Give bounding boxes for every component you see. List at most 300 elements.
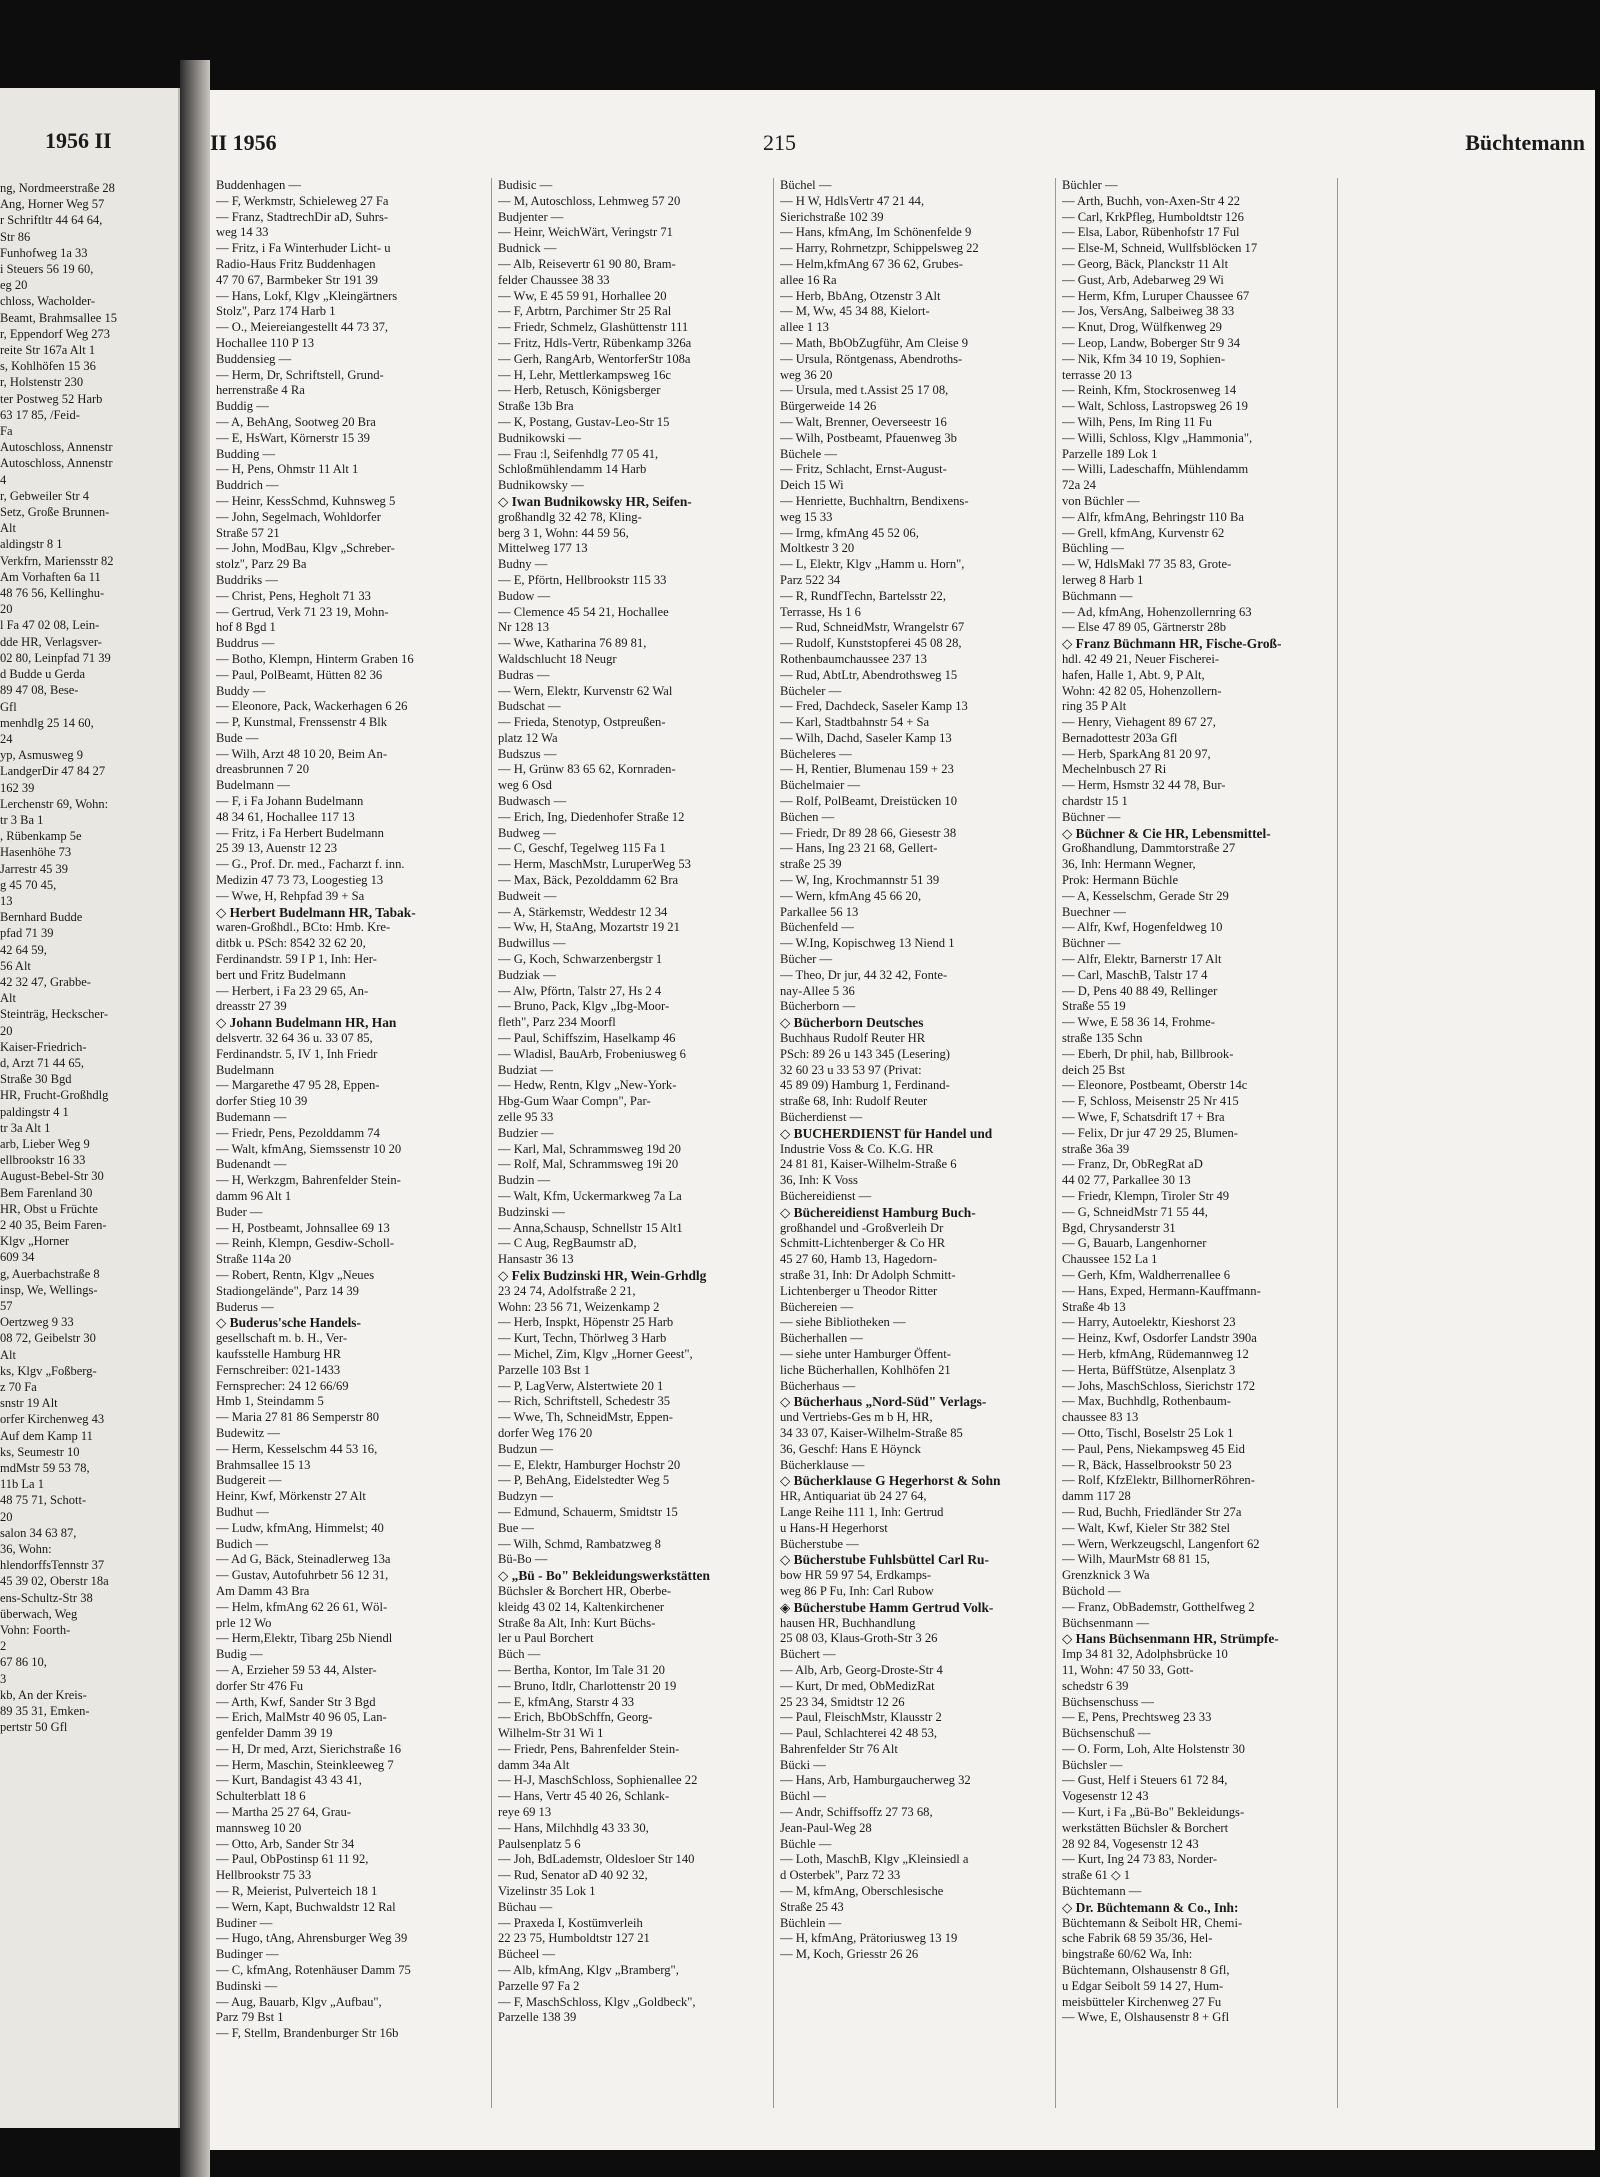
directory-entry-line: Schmitt-Lichtenberger & Co HR [780, 1236, 946, 1251]
page-volume-year: II 1956 [210, 130, 277, 155]
surname-heading: Büchner — [1062, 809, 1121, 824]
directory-entry-line: damm 96 Alt 1 [216, 1189, 292, 1203]
left-entry-line: Ang, Horner Weg 57 [0, 197, 105, 212]
directory-entry-line: — Loth, MaschB, Klgv „Kleinsiedl a [780, 1852, 969, 1867]
left-entry-line: Alt [0, 1347, 16, 1362]
directory-entry-line: dorfer Weg 176 20 [498, 1425, 593, 1440]
left-entry-line: s, Kohlhöfen 15 36 [0, 359, 96, 374]
directory-entry-line: — Leop, Landw, Boberger Str 9 34 [1062, 335, 1241, 350]
directory-entry-line: — Georg, Bäck, Planckstr 11 Alt [1062, 256, 1229, 271]
directory-entry-line: — Reinh, Klempn, Gesdiw-Scholl- [216, 1236, 395, 1251]
left-entry-line: z 70 Fa [0, 1380, 37, 1395]
surname-heading: Budinger — [216, 1947, 279, 1962]
directory-entry-line: — Gustav, Autofuhrbetr 56 12 31, [216, 1568, 389, 1583]
surname-heading: Büchsler — [1062, 1757, 1123, 1772]
directory-entry-line: — Michel, Zim, Klgv „Horner Geest", [498, 1346, 693, 1361]
left-entry-line: Setz, Große Brunnen- [0, 505, 110, 520]
directory-entry-line: allee 16 Ra [780, 272, 837, 287]
left-entry-line: g 45 70 45, [0, 877, 57, 892]
left-entry-line: tr 3 Ba 1 [0, 812, 44, 827]
directory-entry-line: — W, Ing, Krochmannstr 51 39 [780, 873, 940, 888]
left-entry-line: 20 [0, 1509, 13, 1524]
directory-entry-line: 36, Geschf: Hans E Höynck [780, 1441, 921, 1456]
left-entry-line: Hasenhöhe 73 [0, 845, 72, 860]
left-entry-line: 13 [0, 893, 13, 908]
directory-entry-line: Parzelle 138 39 [498, 2010, 577, 2025]
directory-entry-line: Brahmsallee 15 13 [216, 1457, 311, 1472]
left-entry-line: 11b La 1 [0, 1477, 44, 1492]
directory-entry-line: — K, Postang, Gustav-Leo-Str 15 [498, 414, 670, 429]
left-entry-line: 42 32 47, Grabbe- [0, 974, 91, 989]
directory-entry-line: — Erich, BbObSchffn, Georg- [498, 1710, 653, 1725]
directory-entry-line: Straße 25 43 [780, 1899, 844, 1914]
directory-entry-line: ◇ Büchereidienst Hamburg Buch- [780, 1204, 976, 1220]
surname-heading: Bücki — [780, 1757, 826, 1772]
surname-heading: Budjenter — [498, 209, 564, 224]
directory-entry-line: — Anna,Schausp, Schnellstr 15 Alt1 [498, 1220, 683, 1235]
directory-entry-line: — H W, HdlsVertr 47 21 44, [780, 193, 925, 208]
directory-entry-line: — Ww, E 45 59 91, Horhallee 20 [498, 288, 667, 303]
left-entry-line: r, Gebweiler Str 4 [0, 488, 90, 503]
surname-heading: Büch — [498, 1647, 541, 1662]
left-entry-line: Fa [0, 424, 13, 439]
surname-heading: — siehe Bibliotheken — [780, 1315, 906, 1330]
directory-entry-line: Straße 4b 13 [1062, 1299, 1126, 1314]
directory-entry-line: — M, Koch, Griesstr 26 26 [780, 1947, 919, 1962]
directory-entry-line: — A, Stärkemstr, Weddestr 12 34 [498, 904, 668, 919]
directory-entry-line: — Aug, Bauarb, Klgv „Aufbau", [216, 1994, 382, 2009]
directory-entry-line: — H, Grünw 83 65 62, Kornraden- [498, 762, 676, 777]
left-entry-line: menhdlg 25 14 60, [0, 715, 94, 730]
left-entry-line: 609 34 [0, 1250, 35, 1265]
surname-heading: Budewitz — [216, 1425, 281, 1440]
directory-column-1 [216, 178, 484, 2138]
directory-entry-line: — Reinh, Kfm, Stockrosenweg 14 [1062, 383, 1237, 398]
directory-entry-line: Bgd, Chrysanderstr 31 [1062, 1220, 1176, 1235]
directory-entry-line: — Gertrud, Verk 71 23 19, Mohn- [216, 604, 389, 619]
directory-entry-line: Rothenbaumchaussee 237 13 [780, 651, 927, 666]
surname-heading: Buddrich — [216, 478, 279, 493]
directory-entry-line: 45 27 60, Hamb 13, Hagedorn- [780, 1252, 938, 1267]
directory-entry-line: — R, Meierist, Pulverteich 18 1 [216, 1884, 378, 1899]
directory-entry-line: — Hedw, Rentn, Klgv „New-York- [498, 1078, 677, 1093]
directory-entry-line: — L, Elektr, Klgv „Hamm u. Horn", [780, 557, 965, 572]
surname-heading: Büchold — [1062, 1583, 1121, 1598]
directory-entry-line: — F, MaschSchloss, Klgv „Goldbeck", [498, 1994, 696, 2009]
directory-entry-line: — Hans, Milchhdlg 43 33 30, [498, 1820, 649, 1835]
directory-entry-line: 34 33 07, Kaiser-Wilhelm-Straße 85 [780, 1425, 963, 1440]
directory-entry-line: — H, Dr med, Arzt, Sierichstraße 16 [216, 1741, 402, 1756]
page-header [210, 130, 1595, 164]
left-entry-line: Jarrestr 45 39 [0, 861, 69, 876]
left-entry-line: Gfl [0, 699, 17, 714]
directory-entry-line: — Jos, VersAng, Salbeiweg 38 33 [1062, 304, 1235, 319]
left-entry-line: 48 76 56, Kellinghu- [0, 586, 105, 601]
directory-entry-line: ◇ Bücherhaus „Nord-Süd" Verlags- [780, 1394, 987, 1410]
directory-entry-line: Mittelweg 177 13 [498, 541, 588, 556]
surname-heading: Budnikowski — [498, 430, 581, 445]
surname-heading: Bücherdienst — [780, 1110, 863, 1125]
directory-entry-line: Hellbrookstr 75 33 [216, 1868, 312, 1883]
directory-entry-line: — Erich, MalMstr 40 96 05, Lan- [216, 1710, 387, 1725]
left-entry-line: insp, We, Wellings- [0, 1282, 98, 1297]
directory-entry-line: terrasse 20 13 [1062, 367, 1132, 382]
directory-entry-line: dreasstr 27 39 [216, 999, 287, 1014]
directory-entry-line: — Henriette, Buchhaltrn, Bendixens- [780, 493, 969, 508]
left-entry-line: ks, Seumestr 10 [0, 1444, 80, 1459]
surname-heading: Bücherhaus — [780, 1378, 856, 1393]
left-entry-line: , Rübenkamp 5e [0, 829, 82, 844]
surname-heading: Bude — [216, 730, 259, 745]
surname-heading: Budhut — [216, 1504, 269, 1519]
directory-entry-line: — Rolf, KfzElektr, BillhornerRöhren- [1062, 1473, 1255, 1488]
directory-entry-line: weg 6 Osd [498, 778, 552, 793]
directory-entry-line: und Vertriebs-Ges m b H, HR, [780, 1410, 933, 1425]
directory-entry-line: — Friedr, Dr 89 28 66, Giesestr 38 [780, 825, 957, 840]
left-entry-line: eg 20 [0, 278, 28, 293]
directory-entry-line: — Ludw, kfmAng, Himmelst; 40 [216, 1520, 384, 1535]
book-gutter [180, 60, 210, 2177]
directory-entry-line: — M, kfmAng, Oberschlesische [780, 1884, 944, 1899]
directory-entry-line: — Fritz, Schlacht, Ernst-August- [780, 462, 947, 477]
left-entry-line: Lerchenstr 69, Wohn: [0, 796, 109, 811]
directory-entry-line: — P, BehAng, Eidelstedter Weg 5 [498, 1473, 670, 1488]
left-entry-line: dde HR, Verlagsver- [0, 634, 102, 649]
directory-entry-line: Bernadottestr 203a Gfl [1062, 730, 1178, 745]
left-entry-line: hlendorffsTennstr 37 [0, 1558, 105, 1573]
directory-entry-line: — E, HsWart, Körnerstr 15 39 [216, 430, 370, 445]
surname-heading: Budinski — [216, 1978, 278, 1993]
directory-entry-line: Vogesenstr 12 43 [1062, 1789, 1149, 1804]
directory-entry-line: 25 39 13, Auenstr 12 23 [216, 841, 338, 856]
directory-entry-line: — Gust, Arb, Adebarweg 29 Wi [1062, 272, 1224, 287]
directory-entry-line: Ferdinandstr. 5, IV 1, Inh Friedr [216, 1046, 378, 1061]
directory-entry-line: — Fritz, i Fa Herbert Budelmann [216, 825, 384, 840]
left-entry-line: reite Str 167a Alt 1 [0, 343, 96, 358]
directory-entry-line: 72a 24 [1062, 478, 1096, 493]
directory-entry-line: meisbütteler Kirchenweg 27 Fu [1062, 1994, 1222, 2009]
directory-entry-line: — Arth, Buchh, von-Axen-Str 4 22 [1062, 193, 1241, 208]
directory-entry-line: Deich 15 Wi [780, 478, 844, 493]
directory-entry-line: — W.Ing, Kopischweg 13 Niend 1 [780, 936, 955, 951]
directory-entry-line: — Wilh, Dachd, Saseler Kamp 13 [780, 730, 952, 745]
directory-entry-line: Buchhaus Rudolf Reuter HR [780, 1031, 926, 1046]
surname-heading: Budzier — [498, 1125, 554, 1140]
directory-entry-line: — P, LagVerw, Alstertwiete 20 1 [498, 1378, 664, 1393]
directory-entry-line: Imp 34 81 32, Adolphsbrücke 10 [1062, 1647, 1228, 1662]
directory-entry-line: Ferdinandstr. 59 I P 1, Inh: Her- [216, 952, 377, 967]
directory-entry-line: — G., Prof. Dr. med., Facharzt f. inn. [216, 857, 405, 872]
directory-entry-line: — Hans, Vertr 45 40 26, Schlank- [498, 1789, 670, 1804]
directory-entry-line: — G, Bauarb, Langenhorner [1062, 1236, 1207, 1251]
directory-entry-line: — Helm, kfmAng 62 26 61, Wöl- [216, 1599, 388, 1614]
left-entry-line: aldingstr 8 1 [0, 537, 63, 552]
directory-entry-line: — Rudolf, Kunststopferei 45 08 28, [780, 636, 962, 651]
directory-entry-line: Fernschreiber: 021-1433 [216, 1362, 341, 1377]
directory-entry-line: straße 31, Inh: Dr Adolph Schmitt- [780, 1267, 956, 1282]
directory-entry-line: berg 3 1, Wohn: 44 59 56, [498, 525, 629, 540]
directory-entry-line: 25 23 34, Smidtstr 12 26 [780, 1694, 905, 1709]
directory-entry-line: — W, HdlsMakl 77 35 83, Grote- [1062, 557, 1232, 572]
surname-heading: Budschat — [498, 699, 561, 714]
directory-entry-line: — Irmg, kfmAng 45 52 06, [780, 525, 919, 540]
directory-entry-line: — Otto, Arb, Sander Str 34 [216, 1836, 355, 1851]
directory-entry-line: — Alw, Pförtn, Talstr 27, Hs 2 4 [498, 983, 662, 998]
directory-entry-line: dorfer Str 476 Fu [216, 1678, 304, 1693]
left-entry-line: Am Vorhaften 6a 11 [0, 569, 101, 584]
directory-entry-line: — Carl, KrkPfleg, Humboldtstr 126 [1062, 209, 1244, 224]
surname-heading: Büchert — [780, 1647, 836, 1662]
left-entry-line: Bernhard Budde [0, 910, 83, 925]
directory-entry-line: — Alb, Arb, Georg-Droste-Str 4 [780, 1662, 943, 1677]
directory-entry-line: — Walt, Kfm, Uckermarkweg 7a La [498, 1189, 682, 1203]
directory-entry-line: — Herb, Inspkt, Höpenstr 25 Harb [498, 1315, 674, 1330]
directory-entry-line: — Praxeda I, Kostümverleih [498, 1915, 643, 1930]
directory-entry-line: — F, Stellm, Brandenburger Str 16b [216, 2026, 399, 2041]
directory-entry-line: ditbk u. PSch: 8542 32 62 20, [216, 936, 366, 951]
surname-heading: Budzinski — [498, 1204, 565, 1219]
directory-entry-line: — Hans, Ing 23 21 68, Gellert- [780, 841, 938, 856]
directory-entry-line: — Friedr, Klempn, Tiroler Str 49 [1062, 1189, 1230, 1203]
directory-entry-line: — Theo, Dr jur, 44 32 42, Fonte- [780, 967, 948, 982]
directory-entry-line: — A, BehAng, Sootweg 20 Bra [216, 414, 376, 429]
directory-entry-line: — Fritz, i Fa Winterhuder Licht- u [216, 241, 391, 256]
directory-entry-line: — Friedr, Pens, Bahrenfelder Stein- [498, 1741, 680, 1756]
directory-entry-line: — P, Kunstmal, Frenssenstr 4 Blk [216, 715, 388, 730]
left-entry-line: 89 35 31, Emken- [0, 1704, 90, 1719]
left-entry-line: Auf dem Kamp 11 [0, 1428, 93, 1443]
left-entry-line: r Schriftltr 44 64 64, [0, 213, 103, 228]
directory-entry-line: 11, Wohn: 47 50 33, Gott- [1062, 1662, 1194, 1677]
directory-entry-line: — Paul, Pens, Niekampsweg 45 Eid [1062, 1441, 1245, 1456]
surname-heading: Büchen — [780, 809, 835, 824]
left-entry-line: Bem Farenland 30 [0, 1185, 93, 1200]
directory-entry-line: deich 25 Bst [1062, 1062, 1125, 1077]
surname-heading: Bücherhallen — [780, 1331, 863, 1346]
directory-entry-line: 32 60 23 u 33 53 97 (Privat: [780, 1062, 922, 1077]
directory-entry-line: — Fritz, Hdls-Vertr, Rübenkamp 326a [498, 335, 692, 350]
directory-entry-line: — Heinz, Kwf, Osdorfer Landstr 390a [1062, 1331, 1257, 1346]
directory-entry-line: Straße 8a Alt, Inh: Kurt Büchs- [498, 1615, 656, 1630]
directory-entry-line: Fernsprecher: 24 12 66/69 [216, 1378, 349, 1393]
directory-entry-line: — A, Kesselschm, Gerade Str 29 [1062, 888, 1229, 903]
directory-entry-line: — Rud, AbtLtr, Abendrothsweg 15 [780, 667, 958, 682]
surname-heading: Budemann — [216, 1110, 287, 1125]
directory-entry-line: ◇ Iwan Budnikowsky HR, Seifen- [498, 493, 692, 509]
directory-entry-line: — Gust, Helf i Steuers 61 72 84, [1062, 1773, 1228, 1788]
left-entry-line: 20 [0, 1023, 13, 1038]
directory-entry-line: — Alfr, Kwf, Hogenfeldweg 10 [1062, 920, 1223, 935]
left-entry-line: Klgv „Horner [0, 1234, 70, 1249]
directory-entry-line: 22 23 75, Humboldtstr 127 21 [498, 1931, 650, 1946]
left-entry-line: Straße 30 Bgd [0, 1072, 72, 1087]
directory-entry-line: — Herb, Retusch, Königsberger [498, 383, 661, 398]
left-entry-line: ter Postweg 52 Harb [0, 391, 103, 406]
left-entry-line: i Steuers 56 19 60, [0, 262, 94, 277]
left-entry-line: mdMstr 59 53 78, [0, 1461, 90, 1476]
directory-entry-line: — Eberh, Dr phil, hab, Billbrook- [1062, 1046, 1234, 1061]
directory-column-2 [498, 178, 766, 2138]
directory-entry-line: — Herm, Kesselschm 44 53 16, [216, 1441, 378, 1456]
directory-entry-line: — Bruno, Pack, Klgv „Ibg-Moor- [498, 999, 670, 1014]
directory-entry-line: — Margarethe 47 95 28, Eppen- [216, 1078, 380, 1093]
directory-entry-line: — Friedr, Schmelz, Glashüttenstr 111 [498, 320, 689, 335]
directory-entry-line: zelle 95 33 [498, 1110, 554, 1125]
directory-page [210, 90, 1595, 2150]
surname-heading: Budzyn — [498, 1489, 553, 1504]
left-entry-line: chloss, Wacholder- [0, 294, 96, 309]
directory-entry-line: 45 89 09) Hamburg 1, Ferdinand- [780, 1078, 950, 1093]
directory-entry-line: Heinr, Kwf, Mörkenstr 27 Alt [216, 1489, 366, 1504]
directory-entry-line: ◈ Bücherstube Hamm Gertrud Volk- [780, 1599, 994, 1615]
directory-entry-line: bingstraße 60/62 Wa, Inh: [1062, 1947, 1193, 1962]
directory-entry-line: 28 92 84, Vogesenstr 12 43 [1062, 1836, 1199, 1851]
directory-entry-line: — Heinr, KessSchmd, Kuhnsweg 5 [216, 493, 396, 508]
directory-entry-line: sche Fabrik 68 59 35/36, Hel- [1062, 1931, 1213, 1946]
directory-entry-line: — Wwe, H, Rehpfad 39 + Sa [216, 888, 365, 903]
directory-entry-line: — H, Postbeamt, Johnsallee 69 13 [216, 1220, 390, 1235]
directory-entry-line: ler u Paul Borchert [498, 1631, 594, 1646]
surname-heading: Budwasch — [498, 794, 567, 809]
left-entry-line: 08 72, Geibelstr 30 [0, 1331, 96, 1346]
left-entry-line: yp, Asmusweg 9 [0, 748, 83, 763]
directory-entry-line: — Maria 27 81 86 Semperstr 80 [216, 1410, 379, 1425]
surname-heading: Budziak — [498, 967, 556, 982]
directory-entry-line: ◇ Herbert Budelmann HR, Tabak- [216, 904, 416, 920]
left-entry-line: Steinträg, Heckscher- [0, 1007, 109, 1022]
directory-entry-line: dreasbrunnen 7 20 [216, 762, 310, 777]
directory-entry-line: — Rud, SchneidMstr, Wrangelstr 67 [780, 620, 965, 635]
directory-entry-line: — F, i Fa Johann Budelmann [216, 794, 364, 809]
directory-entry-line: Stadiongelände", Parz 14 39 [216, 1283, 359, 1298]
left-entry-line: Beamt, Brahmsallee 15 [0, 310, 117, 325]
left-entry-line: 2 [0, 1639, 7, 1654]
surname-heading: Buechner — [1062, 904, 1126, 919]
directory-entry-line: — Harry, Autoelektr, Kieshorst 23 [1062, 1315, 1236, 1330]
directory-entry-line: ◇ Buderus'sche Handels- [216, 1315, 361, 1331]
directory-entry-line: — Knut, Drog, Wülfkenweg 29 [1062, 320, 1222, 335]
directory-entry-line: stolz", Parz 29 Ba [216, 557, 307, 572]
directory-entry-line: — Herb, kfmAng, Rüdemannweg 12 [1062, 1346, 1249, 1361]
directory-entry-line: — Paul, Schiffszim, Haselkamp 46 [498, 1031, 676, 1046]
directory-column-3 [780, 178, 1048, 2138]
left-entry-line: Autoschloss, Annenstr [0, 440, 113, 455]
directory-entry-line: — Walt, kfmAng, Siemssenstr 10 20 [216, 1141, 402, 1156]
directory-entry-line: ◇ Dr. Büchtemann & Co., Inh: [1062, 1899, 1239, 1915]
surname-heading: Budich — [216, 1536, 269, 1551]
left-entry-line: 20 [0, 602, 13, 617]
directory-entry-line: Straße 13b Bra [498, 399, 574, 414]
left-entry-line: 67 86 10, [0, 1655, 47, 1670]
directory-entry-line: — Herb, BbAng, Otzenstr 3 Alt [780, 288, 941, 303]
directory-entry-line: PSch: 89 26 u 143 345 (Lesering) [780, 1046, 950, 1061]
left-entry-line: Funhofweg 1a 33 [0, 245, 88, 260]
surname-heading: Buder — [216, 1204, 263, 1219]
directory-entry-line: 48 34 61, Hochallee 117 13 [216, 809, 355, 824]
directory-entry-line: — Kurt, Bandagist 43 43 41, [216, 1773, 362, 1788]
directory-entry-line: ◇ Hans Büchsenmann HR, Strümpfe- [1062, 1631, 1279, 1647]
directory-entry-line: Wilhelm-Str 31 Wi 1 [498, 1726, 604, 1741]
surname-heading: Buddriks — [216, 572, 278, 587]
directory-entry-line: 23 24 74, Adolfstraße 2 21, [498, 1283, 636, 1298]
directory-entry-line: hdl. 42 49 21, Neuer Fischerei- [1062, 651, 1220, 666]
directory-entry-line: — Botho, Klempn, Hinterm Graben 16 [216, 651, 414, 666]
directory-entry-line: — Wwe, E, Olshausenstr 8 + Gfl [1062, 2010, 1230, 2025]
directory-entry-line: ◇ Franz Büchmann HR, Fische-Groß- [1062, 636, 1282, 652]
directory-entry-line: — Nik, Kfm 34 10 19, Sophien- [1062, 351, 1226, 366]
left-entry-line: überwach, Weg [0, 1606, 78, 1621]
directory-entry-line: — Franz, Dr, ObRegRat aD [1062, 1157, 1203, 1172]
directory-entry-line: — Herm, Hsmstr 32 44 78, Bur- [1062, 778, 1226, 793]
surname-heading: Büchsenmann — [1062, 1615, 1150, 1630]
surname-heading: Budwillus — [498, 936, 566, 951]
left-entry-line: pertstr 50 Gfl [0, 1720, 68, 1735]
left-entry-line: snstr 19 Alt [0, 1396, 58, 1411]
surname-heading: Budisic — [498, 178, 553, 192]
directory-entry-line: — Felix, Dr jur 47 29 25, Blumen- [1062, 1125, 1238, 1140]
directory-entry-line: Hansastr 36 13 [498, 1252, 574, 1267]
directory-entry-line: — Herb, SparkAng 81 20 97, [1062, 746, 1211, 761]
directory-entry-line: — Gerh, Kfm, Waldherrenallee 6 [1062, 1267, 1231, 1282]
surname-heading: Budny — [498, 557, 548, 572]
directory-entry-line: großhandlg 32 42 78, Kling- [498, 509, 642, 524]
directory-entry-line: Bahrenfelder Str 76 Alt [780, 1741, 898, 1756]
surname-heading: Budig — [216, 1647, 263, 1662]
directory-entry-line: d Osterbek", Parz 72 33 [780, 1868, 901, 1883]
left-entry-line: d Budde u Gerda [0, 667, 86, 682]
directory-entry-line: — Christ, Pens, Hegholt 71 33 [216, 588, 371, 603]
surname-heading: Buddrus — [216, 636, 275, 651]
directory-entry-line: — Herm, Kfm, Luruper Chaussee 67 [1062, 288, 1250, 303]
directory-entry-line: — E, Pens, Prechtsweg 23 33 [1062, 1710, 1212, 1725]
directory-entry-line: allee 1 13 [780, 320, 829, 335]
directory-entry-line: liche Bücherhallen, Kohlhöfen 21 [780, 1362, 951, 1377]
left-page-fragment [0, 88, 180, 2128]
directory-entry-line: dorfer Stieg 10 39 [216, 1094, 308, 1109]
directory-entry-line: damm 34a Alt [498, 1757, 570, 1772]
directory-entry-line: Lichtenberger u Theodor Ritter [780, 1283, 938, 1298]
surname-heading: Bücheleres — [780, 746, 852, 761]
directory-entry-line: Terrasse, Hs 1 6 [780, 604, 861, 619]
directory-entry-line: Parzelle 97 Fa 2 [498, 1978, 580, 1993]
directory-entry-line: kleidg 43 02 14, Kaltenkirchener [498, 1599, 665, 1614]
directory-entry-line: waren-Großhdl., BCto: Hmb. Kre- [216, 920, 391, 935]
directory-entry-line: — Otto, Tischl, Boselstr 25 Lok 1 [1062, 1425, 1234, 1440]
left-entry-line: 57 [0, 1299, 13, 1314]
directory-entry-line: 44 02 77, Parkallee 30 13 [1062, 1173, 1191, 1188]
directory-entry-line: — Andr, Schiffsoffz 27 73 68, [780, 1805, 933, 1820]
directory-entry-line: — D, Pens 40 88 49, Rellinger [1062, 983, 1218, 998]
directory-entry-line: — Kurt, Dr med, ObMedizRat [780, 1678, 935, 1693]
directory-entry-line: ◇ Johann Budelmann HR, Han [216, 1015, 397, 1031]
directory-entry-line: — Wern, kfmAng 45 66 20, [780, 888, 922, 903]
directory-entry-line: — Ursula, Röntgenass, Abendroths- [780, 351, 963, 366]
directory-entry-line: — Herm, Maschin, Steinkleeweg 7 [216, 1757, 394, 1772]
directory-entry-line: Medizin 47 73 73, Loogestieg 13 [216, 873, 384, 888]
directory-entry-line: — Hans, kfmAng, Im Schönenfelde 9 [780, 225, 972, 240]
directory-entry-line: — Alb, Reisevertr 61 90 80, Bram- [498, 256, 676, 271]
surname-heading: Budenandt — [216, 1157, 287, 1172]
surname-heading: Budgereit — [216, 1473, 282, 1488]
surname-heading: Büchling — [1062, 541, 1124, 556]
left-page-header: 1956 II [45, 128, 112, 153]
left-entry-line: Oertzweg 9 33 [0, 1315, 74, 1330]
directory-entry-line: — Rich, Schriftstell, Schedestr 35 [498, 1394, 671, 1409]
directory-entry-line: — E, kfmAng, Starstr 4 33 [498, 1694, 635, 1709]
left-entry-line: 48 75 71, Schott- [0, 1493, 87, 1508]
directory-entry-line: Stolz", Parz 174 Harb 1 [216, 304, 336, 319]
directory-entry-line: — M, Ww, 45 34 88, Kielort- [780, 304, 930, 319]
